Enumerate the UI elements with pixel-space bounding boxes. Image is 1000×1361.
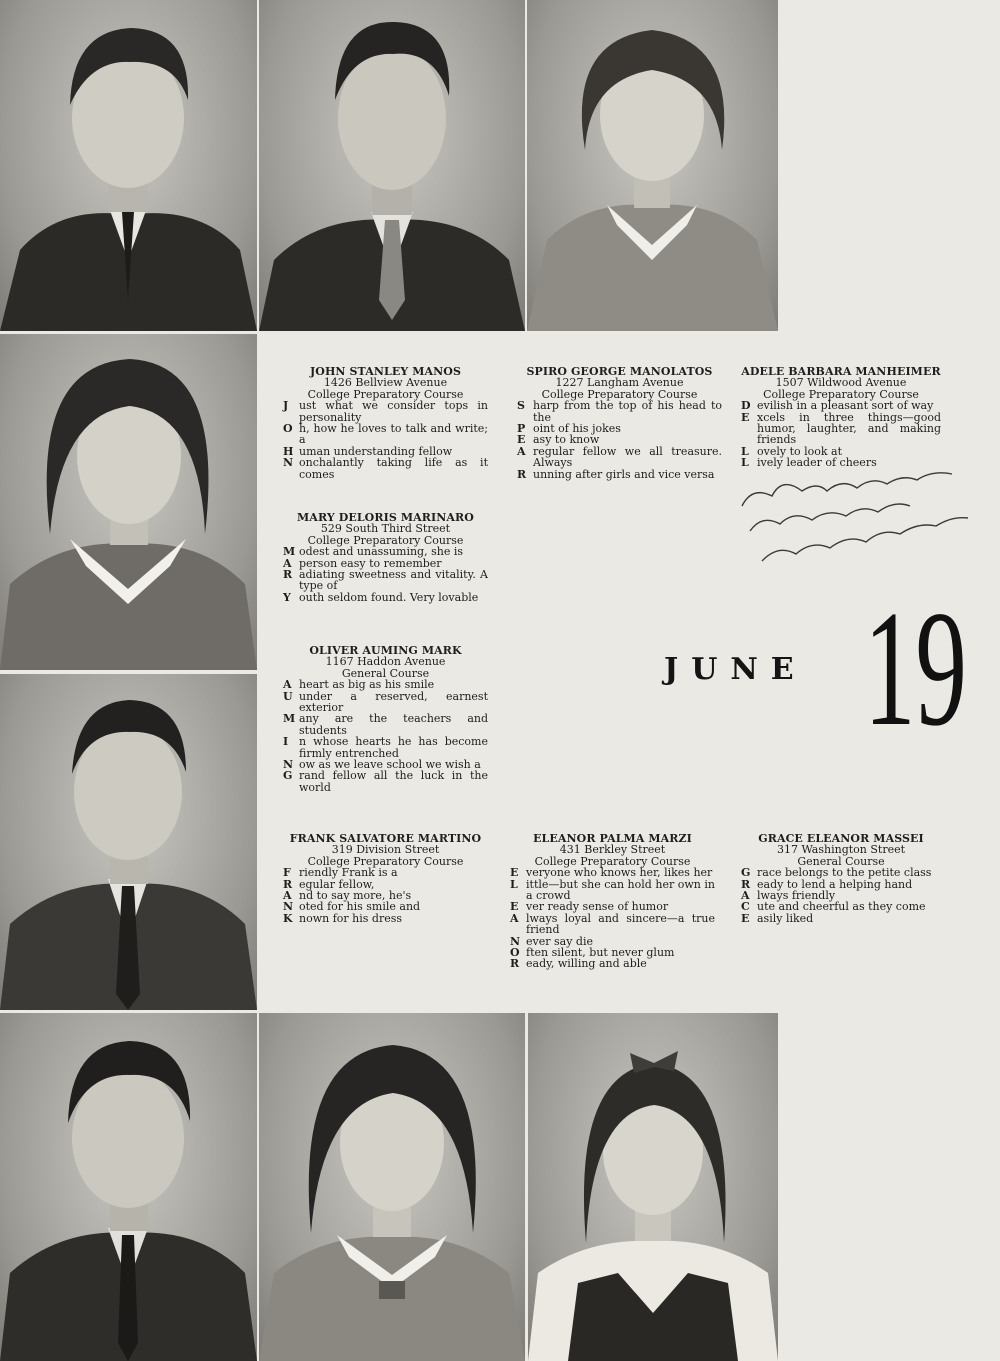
acrostic-text: n whose hearts he has become firmly entrenched (299, 735, 488, 760)
acrostic-line (283, 546, 488, 557)
acrostic-line (510, 913, 715, 936)
acrostic-line (741, 412, 941, 446)
student-address: 1426 Bellview Avenue (323, 376, 448, 390)
acrostic-letter: Y (283, 590, 291, 604)
acrostic-text: ovely to look at (757, 444, 843, 458)
acrostic-text: oint of his jokes (533, 422, 621, 436)
acrostic-letter: N (283, 456, 294, 470)
acrostic-line (283, 867, 488, 878)
portrait-spiro-manolatos (259, 0, 525, 331)
acrostic-text: oted for his smile and (299, 900, 421, 914)
acrostic-letter: E (510, 900, 519, 914)
acrostic-letter: K (283, 911, 293, 925)
acrostic-text: any are the teachers and students (299, 712, 488, 737)
acrostic-line (283, 770, 488, 793)
acrostic-text: harp from the top of his head to the (533, 399, 722, 424)
acrostic-text: ever say die (526, 934, 593, 948)
student-address: 1167 Haddon Avenue (325, 655, 446, 669)
acrostic-letter: E (741, 410, 750, 424)
acrostic-text: ittle—but she can hold her own in a crowd (526, 877, 715, 903)
acrostic-line (283, 423, 488, 446)
acrostic-line (517, 469, 722, 480)
acrostic-letter: L (510, 877, 518, 891)
acrostic-line (741, 867, 941, 878)
bio-mary-marinaro (283, 512, 488, 603)
student-address: 1507 Wildwood Avenue (775, 376, 907, 390)
acrostic-letter: C (741, 900, 750, 914)
student-address: 529 South Third Street (320, 522, 451, 536)
student-name: SPIRO GEORGE MANOLATOS (526, 365, 713, 378)
acrostic-text: nd to say more, he's (299, 889, 412, 903)
student-address: 1227 Langham Avenue (555, 376, 684, 390)
portrait-grace-massei (528, 1013, 778, 1361)
acrostic-text: uman understanding fellow (299, 444, 453, 458)
bio-grace-massei (741, 833, 941, 924)
acrostic-text: asily liked (757, 911, 814, 925)
acrostic-letter: L (741, 456, 749, 470)
bio-frank-martino (283, 833, 488, 924)
acrostic-text: eady, willing and able (526, 957, 647, 971)
acrostic-letter: D (741, 399, 751, 413)
acrostic-text: outh seldom found. Very lovable (299, 590, 479, 604)
acrostic-letter: O (283, 422, 293, 436)
acrostic-letter: A (283, 889, 292, 903)
acrostic-text: ften silent, but never glum (526, 946, 675, 960)
acrostic-letter: E (510, 866, 519, 880)
portrait-mary-marinaro (0, 334, 257, 670)
bio-eleanor-marzi (510, 833, 715, 970)
acrostic-letter: A (510, 911, 519, 925)
portrait-eleanor-marzi (259, 1013, 525, 1361)
acrostic-letter: P (517, 422, 526, 436)
acrostic-line (283, 679, 488, 690)
acrostic-letter: F (283, 866, 291, 880)
acrostic-line (283, 713, 488, 736)
acrostic-line (517, 400, 722, 423)
acrostic-letter: R (510, 957, 520, 971)
bio-spiro-manolatos (517, 366, 722, 480)
bio-john-manos (283, 366, 488, 480)
acrostic-letter: G (283, 769, 293, 783)
student-address: 431 Berkley Street (559, 843, 666, 857)
acrostic-line (510, 879, 715, 902)
year-label: 19 (864, 576, 967, 760)
acrostic-letter: R (517, 467, 527, 481)
acrostic-line (510, 958, 715, 969)
acrostic-line (510, 867, 715, 878)
acrostic-text: race belongs to the petite class (757, 866, 932, 880)
acrostic-text: unning after girls and vice versa (533, 467, 715, 481)
acrostic-line (741, 400, 941, 411)
portrait-john-manos (0, 0, 257, 331)
acrostic-letter: E (517, 433, 526, 447)
acrostic-text: ow as we leave school we wish a (299, 758, 481, 772)
student-name: ADELE BARBARA MANHEIMER (741, 365, 941, 378)
acrostic-letter: A (517, 444, 526, 458)
acrostic-letter: H (283, 444, 294, 458)
student-name: FRANK SALVATORE MARTINO (289, 832, 482, 845)
acrostic-letter: S (517, 399, 525, 413)
acrostic-text: riendly Frank is a (299, 866, 398, 880)
acrostic-text: ust what we consider tops in personality (299, 399, 488, 424)
student-course: General Course (341, 666, 430, 680)
acrostic-letter: O (510, 946, 520, 960)
acrostic-letter: N (283, 900, 294, 914)
portrait-frank-martino (0, 1013, 257, 1361)
acrostic-letter: M (283, 545, 296, 559)
student-name: JOHN STANLEY MANOS (309, 365, 462, 378)
acrostic-letter: E (741, 911, 750, 925)
acrostic-text: under a reserved, earnest exterior (299, 689, 488, 715)
portrait-adele-manheimer (527, 0, 778, 331)
student-course: College Preparatory Course (307, 387, 464, 401)
acrostic-text: eady to lend a helping hand (757, 877, 913, 891)
acrostic-text: nown for his dress (299, 911, 402, 925)
student-course: College Preparatory Course (534, 854, 691, 868)
acrostic-line (283, 400, 488, 423)
acrostic-letter: A (741, 889, 750, 903)
acrostic-letter: I (283, 735, 289, 749)
portrait-oliver-mark (0, 674, 257, 1010)
acrostic-text: heart as big as his smile (299, 678, 435, 692)
student-name: GRACE ELEANOR MASSEI (758, 832, 924, 845)
acrostic-text: regular fellow we all treasure. Always (533, 444, 722, 470)
student-address: 319 Division Street (331, 843, 440, 857)
acrostic-letter: R (283, 568, 293, 582)
acrostic-line (741, 913, 941, 924)
acrostic-text: xcels in three things—good humor, laughter, and making friends (757, 410, 941, 447)
acrostic-text: veryone who knows her, likes her (526, 866, 713, 880)
student-name: ELEANOR PALMA MARZI (533, 832, 692, 845)
acrostic-letter: N (283, 758, 294, 772)
student-course: College Preparatory Course (541, 387, 698, 401)
acrostic-line (283, 457, 488, 480)
acrostic-line (283, 691, 488, 714)
acrostic-text: lways loyal and sincere—a true friend (526, 911, 715, 937)
acrostic-text: evilish in a pleasant sort of way (757, 399, 934, 413)
acrostic-line (283, 736, 488, 759)
acrostic-letter: A (283, 678, 292, 692)
acrostic-letter: A (283, 556, 292, 570)
acrostic-text: ute and cheerful as they come (757, 900, 926, 914)
bio-oliver-mark (283, 645, 488, 793)
acrostic-text: h, how he loves to talk and write; a (299, 422, 488, 447)
student-course: College Preparatory Course (307, 533, 464, 547)
student-name: OLIVER AUMING MARK (309, 644, 462, 657)
acrostic-text: adiating sweetness and vitality. A type of (299, 568, 488, 593)
acrostic-letter: G (741, 866, 751, 880)
acrostic-letter: R (283, 877, 293, 891)
student-course: College Preparatory Course (763, 387, 919, 401)
acrostic-text: ver ready sense of humor (526, 900, 669, 914)
student-course: General Course (797, 854, 885, 868)
student-address: 317 Washington Street (776, 843, 906, 857)
handwritten-note (732, 466, 972, 576)
bio-adele-manheimer (741, 366, 941, 469)
acrostic-text: lways friendly (757, 889, 836, 903)
month-label: JUNE (664, 652, 807, 687)
acrostic-text: asy to know (533, 433, 600, 447)
acrostic-text: person easy to remember (299, 556, 442, 570)
acrostic-letter: N (510, 934, 521, 948)
student-name: MARY DELORIS MARINARO (297, 511, 474, 524)
acrostic-letter: R (741, 877, 751, 891)
acrostic-text: ively leader of cheers (757, 456, 877, 470)
acrostic-letter: L (741, 444, 749, 458)
acrostic-letter: M (283, 712, 296, 726)
acrostic-line (283, 592, 488, 603)
acrostic-text: odest and unassuming, she is (299, 545, 463, 559)
acrostic-text: onchalantly taking life as it comes (299, 456, 488, 481)
acrostic-letter: J (283, 399, 289, 413)
acrostic-text: egular fellow, (299, 877, 375, 891)
acrostic-line (283, 913, 488, 924)
acrostic-letter: U (283, 689, 293, 703)
acrostic-line (283, 569, 488, 592)
student-course: College Preparatory Course (307, 854, 464, 868)
acrostic-text: rand fellow all the luck in the world (299, 769, 488, 794)
acrostic-line (517, 446, 722, 469)
